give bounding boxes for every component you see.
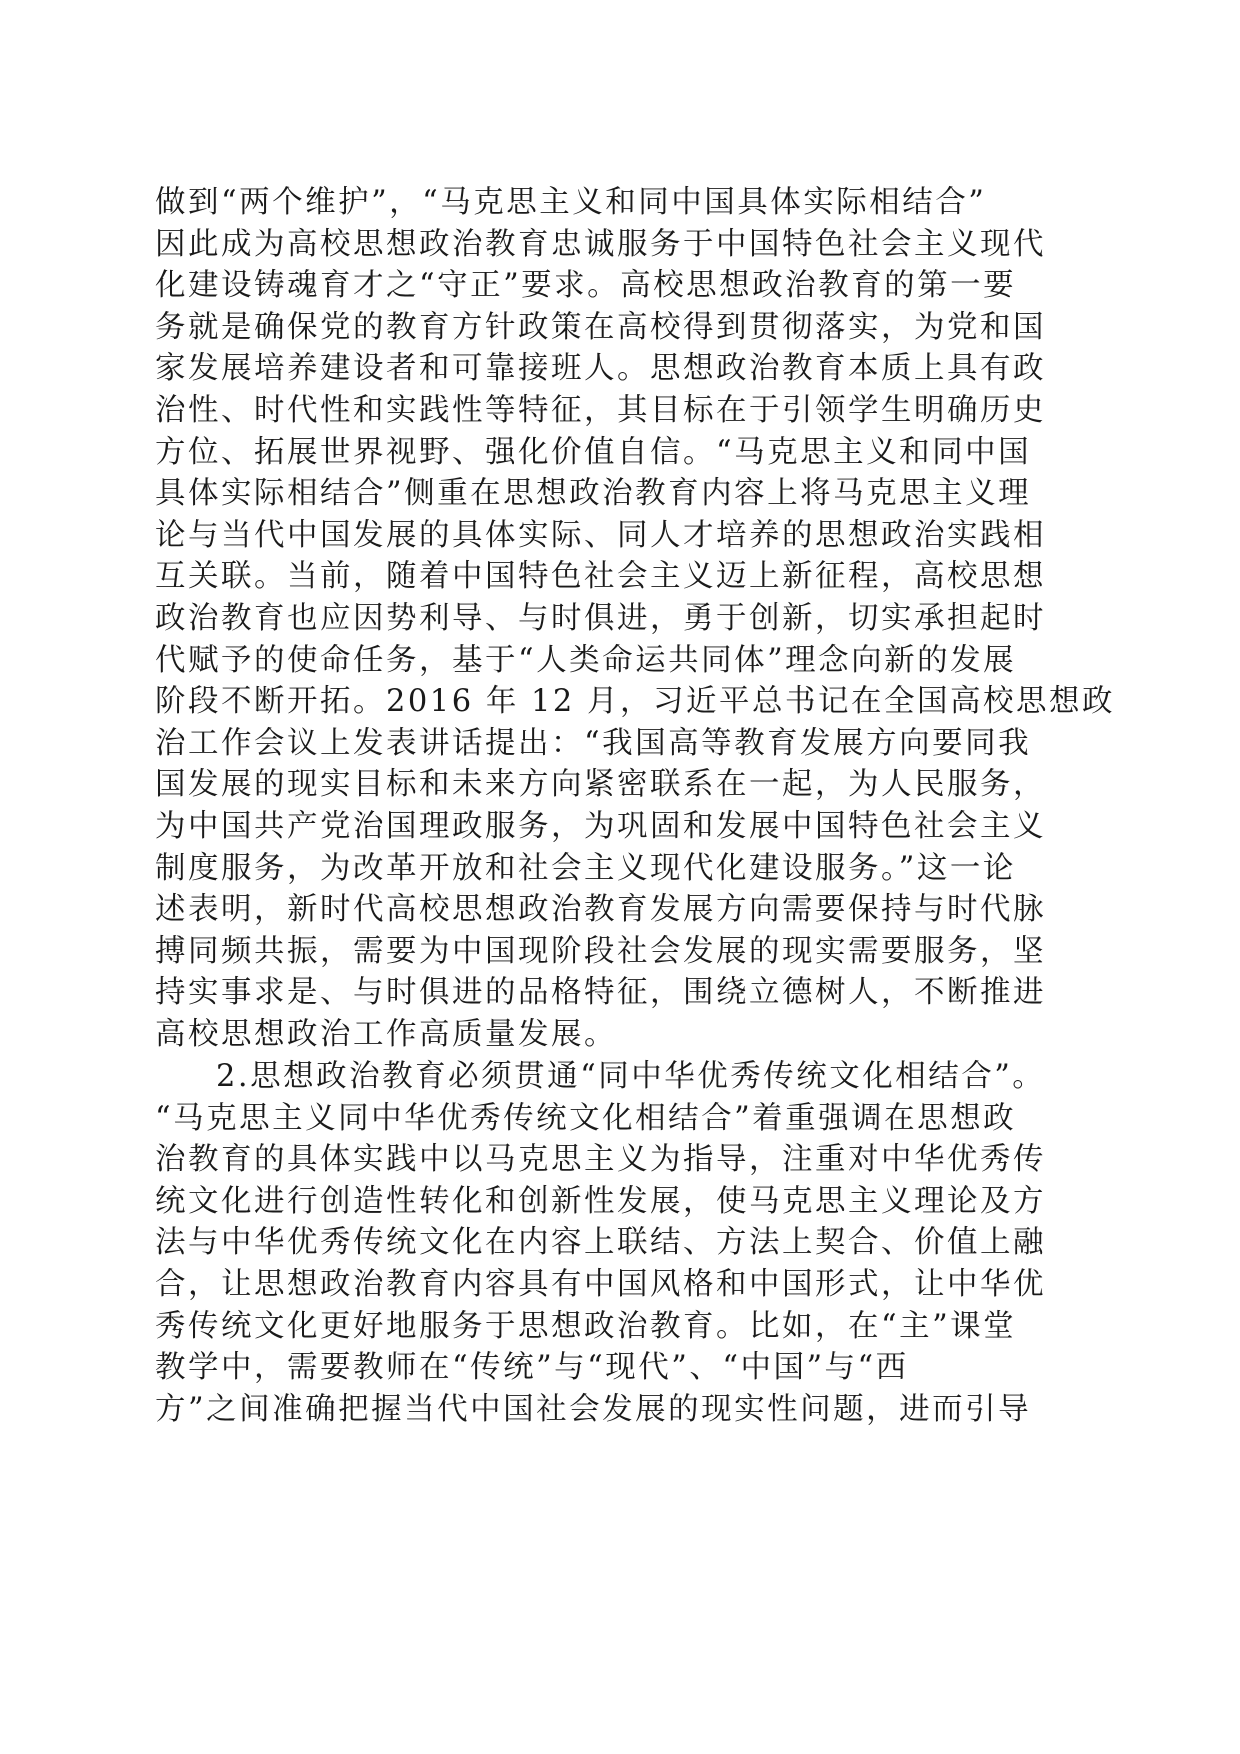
text-line: 方位、拓展世界视野、强化价值自信。“马克思主义和同中国 [155,434,1032,470]
text-line: 法与中华优秀传统文化在内容上联结、方法上契合、价值上融 [155,1225,1046,1261]
text-line: 秀传统文化更好地服务于思想政治教育。比如，在“主”课堂 [155,1308,1017,1344]
text-line: 治性、时代性和实践性等特征，其目标在于引领学生明确历史 [155,392,1046,428]
text-line: 治教育的具体实践中以马克思主义为指导，注重对中华优秀传 [155,1142,1046,1178]
text-line: 国发展的现实目标和未来方向紧密联系在一起，为人民服务， [155,767,1046,803]
text-line: 家发展培养建设者和可靠接班人。思想政治教育本质上具有政 [155,351,1046,387]
text-line: 方”之间准确把握当代中国社会发展的现实性问题，进而引导 [155,1391,1032,1427]
text-line: 务就是确保党的教育方针政策在高校得到贯彻落实，为党和国 [155,309,1046,345]
text-line: 互关联。当前，随着中国特色社会主义迈上新征程，高校思想 [155,559,1046,595]
text-line: 论与当代中国发展的具体实际、同人才培养的思想政治实践相 [155,517,1046,553]
text-line: 制度服务，为改革开放和社会主义现代化建设服务。”这一论 [155,850,1016,886]
text-line: 治工作会议上发表讲话提出：“我国高等教育发展方向要同我 [155,725,1032,761]
numbered-heading-line: 2.思想政治教育必须贯通“同中华优秀传统文化相结合”。 [216,1059,1046,1094]
text-line: 合，让思想政治教育内容具有中国风格和中国形式，让中华优 [155,1266,1046,1302]
text-line: 代赋予的使命任务，基于“人类命运共同体”理念向新的发展 [155,642,1017,678]
text-line: 搏同频共振，需要为中国现阶段社会发展的现实需要服务，坚 [155,933,1046,969]
paragraph-1 [155,182,1116,1055]
text-line: 统文化进行创造性转化和创新性发展，使马克思主义理论及方 [155,1183,1046,1219]
text-line: 教学中，需要教师在“传统”与“现代”、“中国”与“西 [155,1350,909,1386]
text-line: 阶段不断开拓。2016 年 12 月，习近平总书记在全国高校思想政 [155,684,1116,720]
text-line: 化建设铸魂育才之“守正”要求。高校思想政治教育的第一要 [155,268,1017,304]
text-line: 持实事求是、与时俱进的品格特征，围绕立德树人，不断推进 [155,975,1046,1011]
paragraph-2 [155,1056,1085,1430]
text-line: 述表明，新时代高校思想政治教育发展方向需要保持与时代脉 [155,892,1046,928]
text-line: 政治教育也应因势利导、与时俱进，勇于创新，切实承担起时 [155,600,1046,636]
text-line: “马克思主义同中华优秀传统文化相结合”着重强调在思想政 [155,1100,1017,1136]
text-line: 做到“两个维护”，“马克思主义和同中国具体实际相结合” [155,185,987,220]
text-line: 具体实际相结合”侧重在思想政治教育内容上将马克思主义理 [155,476,1032,512]
text-line: 为中国共产党治国理政服务，为巩固和发展中国特色社会主义 [155,808,1046,844]
text-line: 高校思想政治工作高质量发展。 [155,1016,617,1052]
text-line: 因此成为高校思想政治教育忠诚服务于中国特色社会主义现代 [155,226,1046,262]
